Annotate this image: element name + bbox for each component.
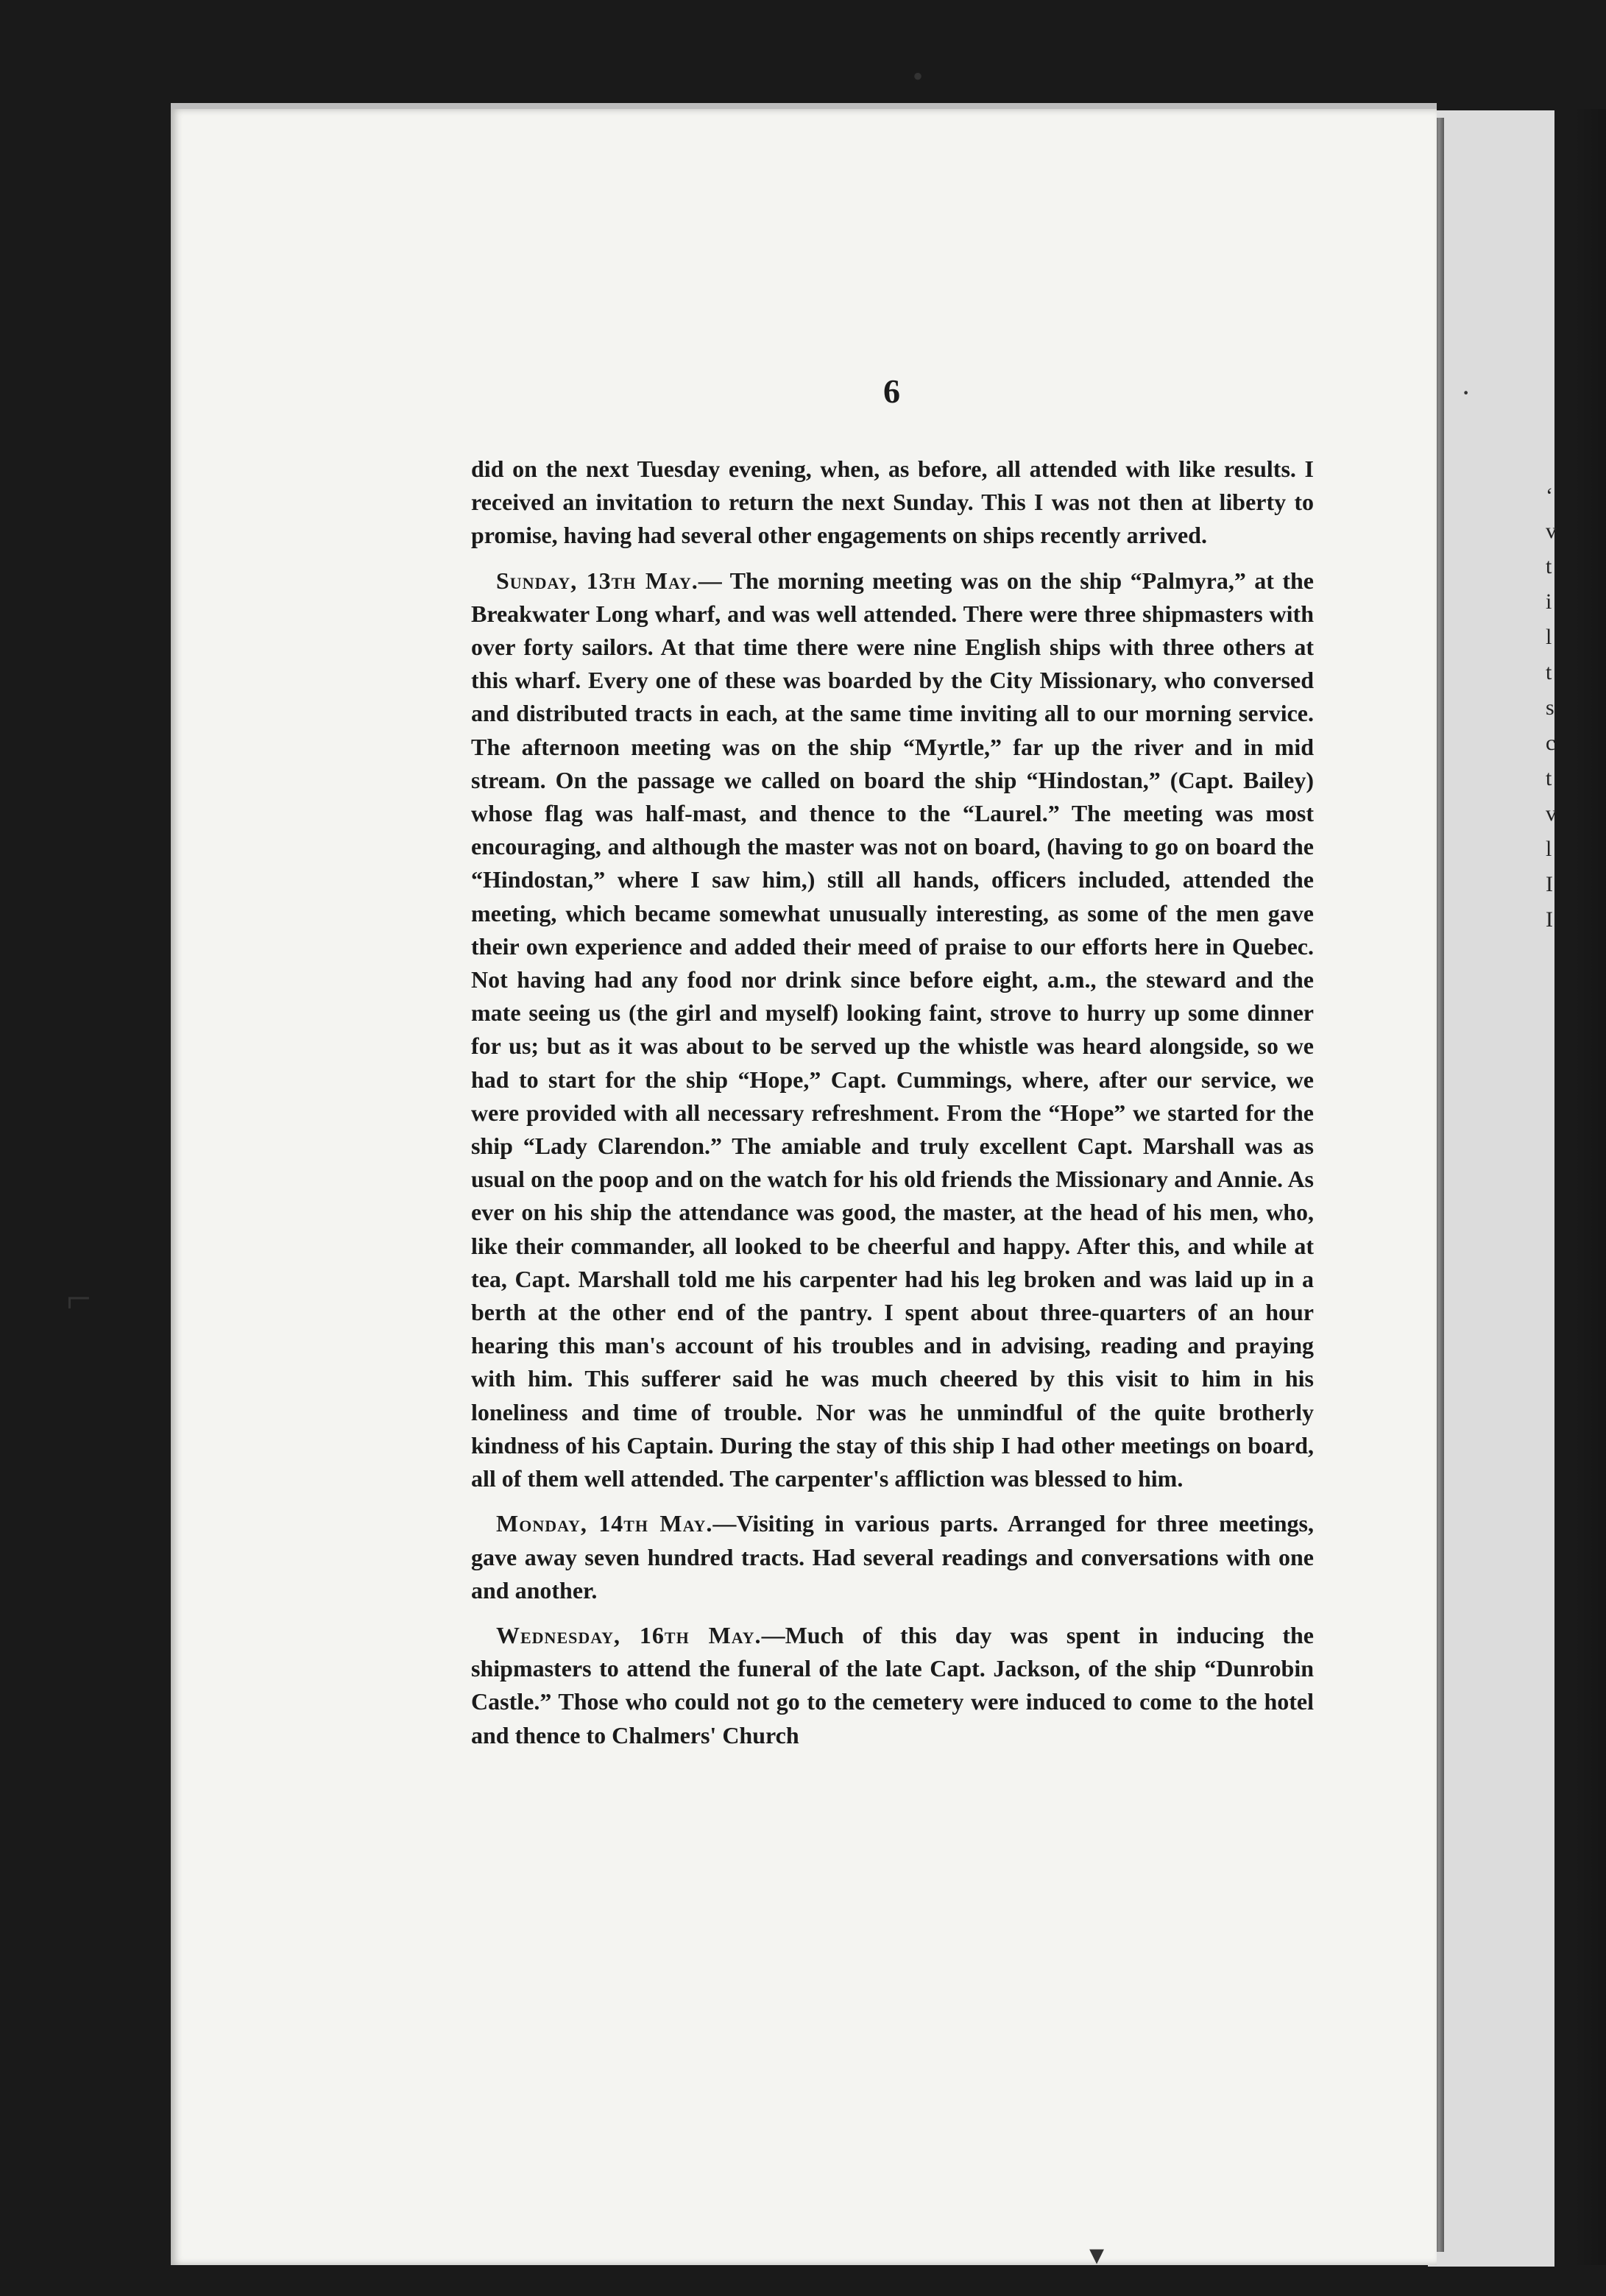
paragraph-continued bbox=[471, 453, 1314, 553]
adjacent-page-edge-text bbox=[1546, 478, 1557, 938]
edge-letter: c bbox=[1546, 731, 1556, 755]
scan-speck: • bbox=[913, 60, 924, 93]
paragraph-wednesday-16th-may bbox=[471, 1619, 1314, 1752]
entry-heading: Monday, 14th May. bbox=[496, 1510, 713, 1537]
edge-letter: i bbox=[1546, 589, 1552, 614]
edge-letter: v bbox=[1546, 801, 1557, 826]
edge-letter: t bbox=[1546, 766, 1552, 790]
paragraph-sunday-13th-may bbox=[471, 564, 1314, 1496]
entry-heading: Wednesday, 16th May. bbox=[496, 1621, 762, 1648]
edge-letter: t bbox=[1546, 660, 1552, 684]
scan-speck: ▾ bbox=[1089, 2238, 1105, 2271]
paragraph-text: did on the next Tuesday evening, when, as before, all attended with like results. I received an invitation to return the next Sunday. This I was not then at liberty to promise, having had several other engagements on ships recently arrived. bbox=[471, 456, 1314, 549]
entry-heading: Sunday, 13th May. bbox=[496, 567, 698, 594]
edge-letter: ‘ bbox=[1546, 483, 1553, 508]
edge-letter: I bbox=[1546, 872, 1553, 896]
scan-speck: · bbox=[1461, 376, 1471, 409]
page-fold-shadow bbox=[1573, 109, 1606, 2265]
page-number: 6 bbox=[883, 372, 900, 410]
edge-letter: l bbox=[1546, 837, 1552, 861]
paragraph-text: —Much of this day was spent in inducing the shipmasters to attend the funeral of the late Capt. Jackson, of the ship “Dunrobin Castle.” Those who could not go to the cemetery were induced to come to the hotel and thence to Chalmers' Church bbox=[471, 1621, 1315, 1748]
edge-letter: v bbox=[1546, 519, 1557, 543]
paragraph-text: — The morning meeting was on the ship “Palmyra,” at the Breakwater Long wharf, and was well attended. There were three shipmasters with over forty sailors. At that time there were nine English ships with three others at this wharf. Every one of these was boarded by the City Missionary, who conversed and distributed tracts in each, at the same time inviting all to our morning service. The afternoon meeting was on the ship “Myrtle,” far up the river and in mid stream. On the passage we called on board the ship “Hindostan,” (Capt. Bailey) whose flag was half-mast, and thence to the “Laurel.” The meeting was most encouraging, and although the master was not on board, (having to go on board the “Hindostan,” where I saw him,) still all hands, officers included, attended the meeting, which became somewhat unusually interesting, as some of the men gave their own experience and added their meed of praise to our efforts here in Quebec. Not having had any food nor drink since before eight, a.m., the steward and the mate seeing us (the girl and myself) looking faint, strove to hurry up some dinner for us; but as it was about to be served up the whistle was heard alongside, so we had to start for the ship “Hope,” Capt. Cummings, where, after our service, we were provided with all necessary refreshment. From the “Hope” we started for the ship “Lady Clarendon.” The amiable and truly excellent Capt. Marshall was as usual on the poop and on the watch for his old friends the Missionary and Annie. As ever on his ship the attendance was good, the master, at the head of his men, who, like their commander, all looked to be cheerful and happy. After this, and while at tea, Capt. Marshall told me his carpenter had his leg broken and was laid up in a berth at the other end of the pantry. I spent about three-quarters of an hour hearing this man's account of his troubles and in advising, reading and praying with him. This sufferer said he was much cheered by this visit to him in his loneliness and time of trouble. Nor was he unmindful of the quite brotherly kindness of his Captain. During the stay of this ship I had other meetings on board, all of them well attended. The carpenter's affliction was blessed to him. bbox=[471, 567, 1315, 1492]
paragraph-monday-14th-may bbox=[471, 1507, 1314, 1607]
body-text bbox=[471, 453, 1314, 1764]
scan-speck: ⌐ bbox=[66, 1274, 91, 1322]
paragraph-text: —Visiting in various parts. Arranged for three meetings, gave away seven hundred tracts. Had several readings and conversations with one and another. bbox=[471, 1510, 1314, 1604]
next-page-edge bbox=[1428, 110, 1557, 2267]
edge-letter: t bbox=[1546, 554, 1552, 578]
edge-letter: I bbox=[1546, 907, 1553, 932]
edge-letter: l bbox=[1546, 625, 1552, 649]
edge-letter: s bbox=[1546, 695, 1554, 720]
